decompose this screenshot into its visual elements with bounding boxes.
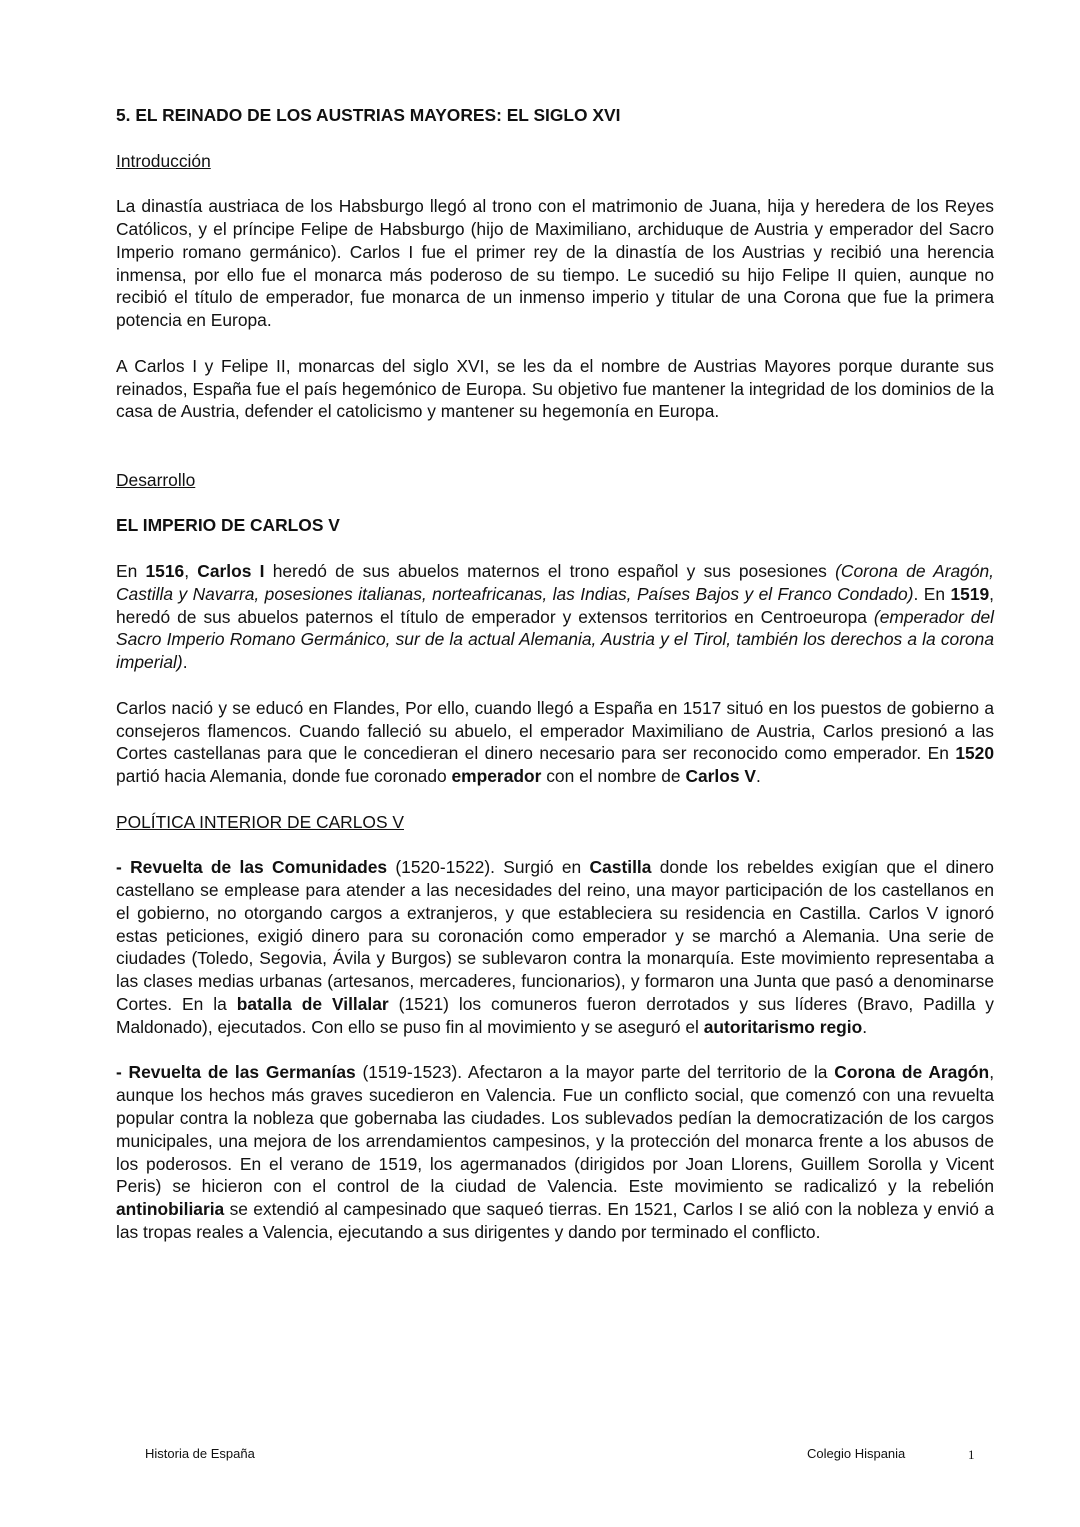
politica-paragraph-germanias: - Revuelta de las Germanías (1519-1523). Afectaron a la mayor parte del territorio de la Corona de Aragón, aunque los hechos más graves sucedieron en Valencia. Fue un conflicto social, que comenzó con una revuelta popular contra la nobleza que gobernaba las ciudades. Los sublevados pedían la democratización de los cargos municipales, una mejora de los arrendamientos campesinos, y la protección del monarca frente a los abusos de los poderosos. En el verano de 1519, los agermanados (dirigidos por Joan Llorens, Guillem Sorolla y Vicent Peris) se hicieron con el control de la ciudad de Valencia. Este movimiento se radicalizó y la rebelión antinobiliaria se extendió al campesinado que saqueó tierras. En 1521, Carlos I se alió con la nobleza y envió a las tropas reales a Valencia, ejecutando a sus dirigentes y dando por terminado el conflicto.	[116, 1062, 995, 1243]
politica-paragraph-comunidades: - Revuelta de las Comunidades (1520-1522). Surgió en Castilla donde los rebeldes exigían que el dinero castellano se emplease para atender a las necesidades del reino, una mayor participación de los castellanos en el gobierno, no otorgando cargos a extranjeros, y que estableciera su residencia en Castilla. Carlos V ignoró estas peticiones, exigió dinero para su coronación como emperador y se marchó a Alemania. Una serie de ciudades (Toledo, Segovia, Ávila y Burgos) se sublevaron contra la monarquía. Este movimiento representaba a las clases medias urbanas (artesanos, mercaderes, funcionarios), y formaron una Junta que pasó a denominarse Cortes. En la batalla de Villalar (1521) los comuneros fueron derrotados y sus líderes (Bravo, Padilla y Maldonado), ejecutados. Con ello se puso fin al movimiento y se aseguró el autoritarismo regio.	[116, 857, 995, 1037]
desarrollo-paragraph-2: Carlos nació y se educó en Flandes, Por ello, cuando llegó a España en 1517 situó en los puestos de gobierno a consejeros flamencos. Cuando falleció su abuelo, el emperador Maximiliano de Austria, Carlos presionó a las Cortes castellanas para que le concedieran el dinero necesario para ser reconocido como emperador. En 1520 partió hacia Alemania, donde fue coronado emperador con el nombre de Carlos V.	[116, 697, 994, 787]
document-title: 5. EL REINADO DE LOS AUSTRIAS MAYORES: EL SIGLO XVI	[116, 105, 621, 125]
footer-school: Colegio Hispania	[807, 1446, 906, 1461]
page-number: 1	[968, 1447, 975, 1462]
footer-course: Historia de España	[145, 1446, 255, 1461]
intro-paragraph-2: A Carlos I y Felipe II, monarcas del siglo XVI, se les da el nombre de Austrias Mayores porque durante sus reinados, España fue el país hegemónico de Europa. Su objetivo fue mantener la integridad de los dominios de la casa de Austria, defender el catolicismo y mantener su hegemonía en Europa.	[116, 355, 994, 422]
section-heading-introduccion: Introducción	[116, 150, 211, 171]
section-heading-desarrollo: Desarrollo	[116, 469, 196, 490]
document-body	[116, 104, 994, 1244]
section-heading-politica-interior: POLÍTICA INTERIOR DE CARLOS V	[116, 811, 404, 832]
subheading-imperio-carlos-v: EL IMPERIO DE CARLOS V	[116, 515, 340, 536]
desarrollo-paragraph-1: En 1516, Carlos I heredó de sus abuelos maternos el trono español y sus posesiones (Corona de Aragón, Castilla y Navarra, posesiones italianas, norteafricanas, las Indias, Países Bajos y el Franco Condado). En 1519, heredó de sus abuelos paternos el título de emperador y extensos territorios en Centroeuropa (emperador del Sacro Imperio Romano Germánico, sur de la actual Alemania, Austria y el Tirol, también los derechos a la corona imperial).	[116, 560, 994, 673]
intro-paragraph-1: La dinastía austriaca de los Habsburgo llegó al trono con el matrimonio de Juana, hija y heredera de los Reyes Católicos, y el príncipe Felipe de Habsburgo (hijo de Maximiliano, archiduque de Austria y emperador del Sacro Imperio romano germánico). Carlos I fue el primer rey de la dinastía de los Austrias y recibió una herencia inmensa, por ello fue el monarca más poderoso de su tiempo. Le sucedió su hijo Felipe II quien, aunque no recibió el título de emperador, fue monarca de un inmenso imperio y titular de una Corona que fue la primera potencia en Europa.	[116, 196, 994, 331]
